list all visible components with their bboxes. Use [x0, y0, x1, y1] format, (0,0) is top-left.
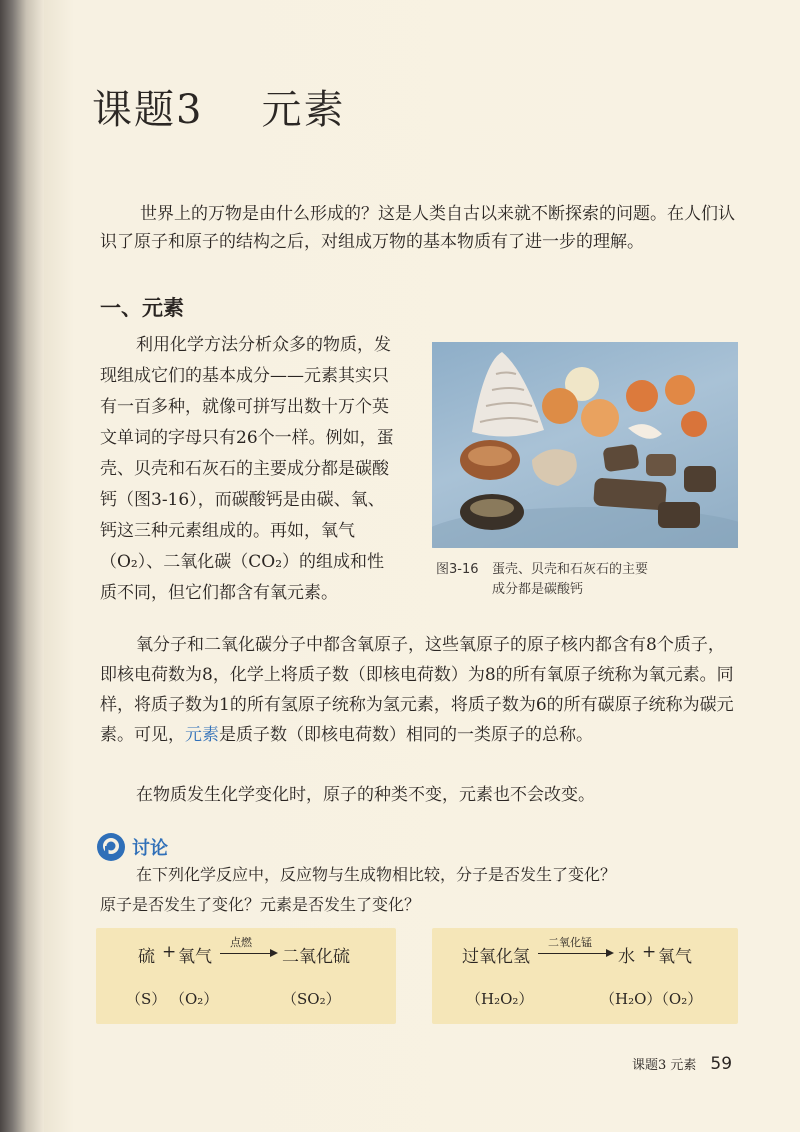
reactant-hydrogen-peroxide: 过氧化氢 [462, 947, 530, 967]
discussion-text: 在下列化学反应中，反应物与生成物相比较，分子是否发生了变化？原子是否发生了变化？元素是否发生了变化？ [100, 865, 617, 914]
page-number: 59 [710, 1054, 733, 1074]
formula-o2: （O₂） [170, 990, 219, 1008]
discussion-icon [96, 832, 126, 862]
reaction-condition: 二氧化锰 [548, 936, 592, 949]
reactant-oxygen: 氧气 [178, 947, 212, 967]
formula-h2o2: （H₂O₂） [466, 990, 534, 1008]
main-text-part2: 是质子数（即核电荷数）相同的一类原子的总称。 [219, 725, 593, 745]
discussion-header [96, 832, 168, 862]
lesson-name: 元素 [261, 87, 346, 133]
conclusion-paragraph: 在物质发生化学变化时，原子的种类不变，元素也不会改变。 [136, 785, 595, 805]
figure-caption [436, 560, 648, 600]
shells-eggs-limestone-illustration [432, 342, 738, 548]
figure-photo [432, 342, 738, 548]
section-heading: 一、元素 [100, 296, 184, 320]
main-text-part1: 氧分子和二氧化碳分子中都含氧原子，这些氧原子的原子核内都含有8个质子，即核电荷数为8，化学上将质子数（即核电荷数）为8的所有氧原子统称为氧元素。同样，将质子数为1的所有氢原子统称为氢元素，将质子数为6的所有碳原子统称为碳元素。可见， [100, 635, 734, 745]
product-sulfur-dioxide: 二氧化硫 [282, 947, 350, 967]
book-spine-shadow [0, 0, 44, 1132]
main-paragraph [100, 630, 740, 750]
caption-line2: 成分都是碳酸钙 [492, 582, 584, 597]
intro-paragraph: 世界上的万物是由什么形成的？这是人类自古以来就不断探索的问题。在人们认识了原子和原子的结构之后，对组成万物的基本物质有了进一步的理解。 [100, 204, 735, 252]
formula-h2o-o2: （H₂O）（O₂） [600, 990, 703, 1008]
plus-sign: + [162, 942, 177, 962]
product-oxygen: 氧气 [658, 947, 692, 967]
left-paragraph: 利用化学方法分析众多的物质，发现组成它们的基本成分——元素其实只有一百多种，就像可拼写出数十万个英文单词的字母只有26个一样。例如，蛋壳、贝壳和石灰石的主要成分都是碳酸钙（图3-16），而碳酸钙是由碳、氧、钙这三种元素组成的。再如，氧气（O₂）、二氧化碳（CO₂）的组成和性质不同，但它们都含有氧元素。 [100, 335, 394, 603]
figure-number: 图3-16 [436, 562, 479, 577]
footer-lesson: 课题3 元素 [632, 1058, 697, 1073]
lesson-number: 课题3 [92, 87, 204, 133]
discussion-label: 讨论 [132, 838, 168, 859]
reaction-box-2 [432, 928, 738, 1024]
reactant-sulfur: 硫 [138, 947, 155, 967]
reaction-arrow [538, 953, 612, 954]
plus-sign: + [642, 942, 657, 962]
highlighted-term: 元素 [185, 725, 219, 745]
page-title [92, 78, 345, 135]
reaction-arrow [220, 953, 276, 954]
caption-line1: 蛋壳、贝壳和石灰石的主要 [492, 562, 649, 577]
reaction-box-1 [96, 928, 396, 1024]
formula-so2: （SO₂） [282, 990, 341, 1008]
formula-s: （S） [126, 990, 167, 1008]
page-footer [632, 1054, 732, 1074]
product-water: 水 [618, 947, 635, 967]
reaction-condition: 点燃 [230, 936, 252, 949]
